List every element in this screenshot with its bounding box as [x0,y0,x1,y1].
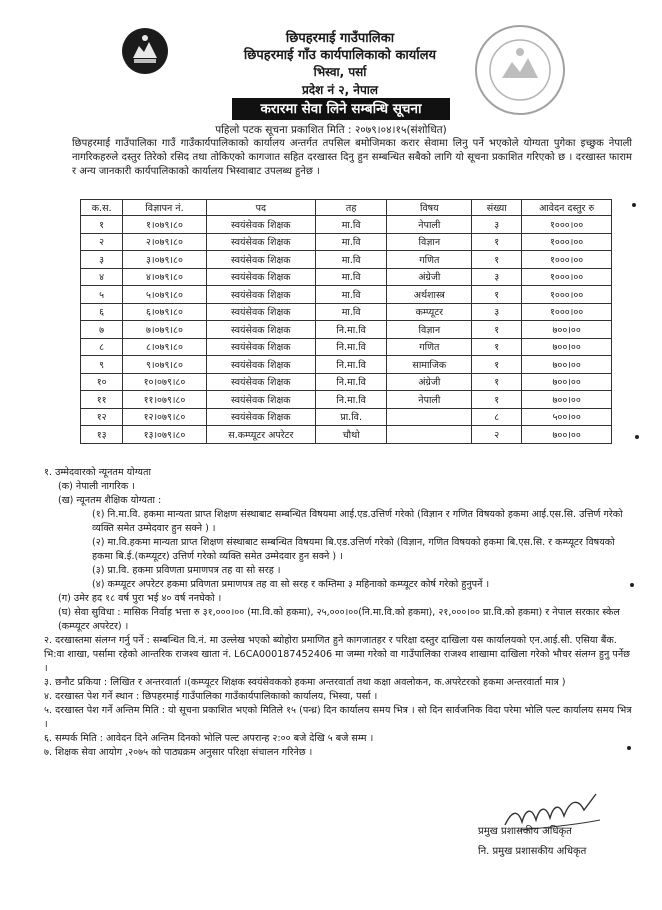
signatory-block [478,822,586,862]
cell-count: १ [472,373,522,391]
cell-level: मा.वि [315,233,386,251]
cell-ad-number: ९।०७९।८० [123,356,206,374]
table-row [81,268,612,286]
table-row [81,251,612,269]
office-location: भिस्वा, पर्सा [313,65,367,79]
margin-mark [630,583,634,587]
table-row [81,321,612,339]
table-row [81,303,612,321]
cell-subject [387,408,472,426]
cell-post: स्वयंसेवक शिक्षक [206,251,315,269]
condition-item: (४) कम्प्यूटर अपरेटर हकमा प्रविणता प्रमाणपत्र तह वा सो सरह र कम्तिमा ३ महिनाको कम्प्यूटर कोर्ष गरेको हुनुपर्ने । [92,579,490,590]
cell-post: स्वयंसेवक शिक्षक [206,338,315,356]
cell-subject: गणित [387,338,472,356]
cell-subject: विज्ञान [387,321,472,339]
table-row [81,408,612,426]
cell-subject: विज्ञान [387,233,472,251]
header-count: संख्या [472,200,522,216]
intro-paragraph: छिपहरमाई गाउँपालिका गाउँ गाउँकार्यपालिकाको कार्यालय अन्तर्गत तपसिल बमोजिमका करार सेवामा लिनु पर्ने भएकोले योग्यता पुगेका इच्छुक नेपाली नागरिकहरुले दस्तुर तिरेको रसिद तथा तोकिएको कागजात सहित दरखास्त दिनु हुन सम्बन्धित सबैको लागि यो सूचना प्रकाशित गरिएको छ । दरखास्त फाराम र अन्य जानकारी कार्यपालिकाको कार्यालय भिस्वाबाट उपलब्ध हुनेछ । [72,138,632,177]
cell-fee: १०००।०० [522,251,612,269]
cell-count: १ [472,251,522,269]
cell-post: स्वयंसेवक शिक्षक [206,321,315,339]
table-row [81,426,612,444]
cell-subject: सामाजिक [387,356,472,374]
cell-count: १ [472,338,522,356]
cell-ad-number: ४।०७९।८० [123,268,206,286]
condition-item: ७. शिक्षक सेवा आयोग ,२०७५ को पाठ्यक्रम अनुसार परिक्षा संचालन गरिनेछ । [44,747,313,758]
cell-ad-number: ५।०७९।८० [123,286,206,304]
cell-count: ३ [472,216,522,234]
cell-level: मा.वि [315,303,386,321]
cell-subject: गणित [387,251,472,269]
margin-mark [635,435,639,439]
cell-post: स्वयंसेवक शिक्षक [206,391,315,409]
cell-level: नि.मा.वि [315,356,386,374]
cell-subject: अंग्रेजी [387,268,472,286]
signatory-designation: नि. प्रमुख प्रशासकीय अधिकृत [478,846,587,857]
condition-item: (२) मा.वि.हकमा मान्यता प्राप्त शिक्षण संस्थाबाट सम्बन्धित विषयमा बि.एड.उत्तिर्ण गरेको (विज्ञान, गणित विषयको हकमा बि.एस.सि. र कम्प्यूटर विषयको हकमा बि.ई.(कम्प्यूटर) उत्तिर्ण गरेको व्यक्ति समेत उम्मेदवार हुन सक्ने ) । [92,537,615,562]
header-subject: विषय [387,200,472,216]
cell-serial: ५ [81,286,123,304]
condition-item: ३. छनौट प्रकिया : लिखित र अन्तरवार्ता ।(कम्प्यूटर शिक्षक स्वयंसेवकको हकमा अन्तरवार्ता तथा कक्षा अवलोकन, क.अपरेटरको हकमा अन्तरवार्ता मात्र ) [44,677,566,688]
cell-serial: ११ [81,391,123,409]
province-line: प्रदेश नं २, नेपाल [301,83,379,97]
cell-serial: ३ [81,251,123,269]
cell-ad-number: १०।०७९।८० [123,373,206,391]
cell-level: प्रा.वि. [315,408,386,426]
condition-item: (३) प्रा.वि. हकमा प्रविणता प्रमाणपत्र तह वा सो सरह । [92,565,281,576]
cell-fee: १०००।०० [522,216,612,234]
cell-count: १ [472,233,522,251]
cell-post: स्वयंसेवक शिक्षक [206,408,315,426]
cell-serial: ७ [81,321,123,339]
cell-post: स.कम्प्यूटर अपरेटर [206,426,315,444]
table-header-row [81,200,612,216]
cell-post: स्वयंसेवक शिक्षक [206,268,315,286]
cell-post: स्वयंसेवक शिक्षक [206,216,315,234]
cell-fee: १०००।०० [522,286,612,304]
cell-fee: ७००।०० [522,391,612,409]
cell-level: नि.मा.वि [315,338,386,356]
cell-post: स्वयंसेवक शिक्षक [206,233,315,251]
cell-serial: ६ [81,303,123,321]
cell-subject: अंग्रेजी [387,373,472,391]
cell-count: १ [472,321,522,339]
cell-subject: कम्प्यूटर [387,303,472,321]
cell-post: स्वयंसेवक शिक्षक [206,373,315,391]
cell-count: २ [472,426,522,444]
cell-fee: ७००।०० [522,321,612,339]
cell-ad-number: २।०७९।८० [123,233,206,251]
cell-level: चौथो [315,426,386,444]
cell-level: मा.वि [315,251,386,269]
table-row [81,286,612,304]
condition-item: (१) नि.मा.वि. हकमा मान्यता प्राप्त शिक्षण संस्थाबाट सम्बन्धित विषयमा आई.एड.उत्तिर्ण गरेको (विज्ञान र गणित विषयको हकमा आई.एस.सि. उत्तिर्ण गरेको व्यक्ति समेत उम्मेदवार हुन सक्ने ) । [92,509,623,534]
notice-title: करारमा सेवा लिने सम्बन्धि सूचना [232,98,450,120]
condition-item: ४. दरखास्त पेश गर्ने स्थान : छिपहरमाई गाउँपालिका गाउँकार्यपालिकाको कार्यालय, भिस्वा, पर्सा । [44,691,378,702]
cell-count: ३ [472,303,522,321]
cell-level: नि.मा.वि [315,391,386,409]
header-level: तह [315,200,386,216]
cell-level: नि.मा.वि [315,321,386,339]
cell-count: ८ [472,408,522,426]
cell-serial: १३ [81,426,123,444]
cell-ad-number: ८।०७९।८० [123,338,206,356]
cell-fee: १०००।०० [522,233,612,251]
condition-item: ६. सम्पर्क मिति : आवेदन दिने अन्तिम दिनको भोलि पल्ट अपरान्ह २:०० बजे देखि ५ बजे सम्म । [44,733,374,744]
table-row [81,373,612,391]
cell-count: ३ [472,268,522,286]
cell-fee: ७००।०० [522,426,612,444]
header-ad-number: विज्ञापन नं. [123,200,206,216]
cell-ad-number: १३।०७९।८० [123,426,206,444]
cell-ad-number: ३।०७९।८० [123,251,206,269]
cell-post: स्वयंसेवक शिक्षक [206,356,315,374]
conditions-list [44,466,634,760]
cell-serial: १२ [81,408,123,426]
header-serial: क.स. [81,200,123,216]
cell-ad-number: १२।०७९।८० [123,408,206,426]
cell-serial: ४ [81,268,123,286]
table-row [81,356,612,374]
cell-fee: ७००।०० [522,373,612,391]
cell-count: १ [472,286,522,304]
cell-ad-number: ७।०७९।८० [123,321,206,339]
table-row [81,338,612,356]
header-post: पद [206,200,315,216]
condition-item: २. दरखास्तमा संलग्न गर्नु पर्ने : सम्बन्धित वि.नं. मा उल्लेख भएको ब्योहोरा प्रमाणित हुने कागजातहर र परिक्षा दस्तुर दाखिला यस कार्यालयको एन.आई.सी. एसिया बैंक. भि:वा शाखा, पर्सामा रहेको आन्तरिक राजश्व खाता नं. L6CA000187452406 मा जम्मा गरेको वा गाउँपालिका राजश्व शाखामा दाखिला गरेको भौचर संलग्न हुनु पर्नेछ । [44,635,630,674]
condition-item: (ख) न्यूनतम शैक्षिक योग्यता : [58,495,162,506]
cell-level: मा.वि [315,216,386,234]
cell-fee: ७००।०० [522,356,612,374]
cell-fee: ७००।०० [522,338,612,356]
cell-level: नि.मा.वि [315,373,386,391]
header-fee: आवेदन दस्तुर रु [522,200,612,216]
cell-level: मा.वि [315,286,386,304]
cell-subject [387,426,472,444]
cell-serial: १ [81,216,123,234]
table-row [81,233,612,251]
cell-post: स्वयंसेवक शिक्षक [206,303,315,321]
cell-post: स्वयंसेवक शिक्षक [206,286,315,304]
cell-serial: ९ [81,356,123,374]
condition-item: (ग) उमेर हद १८ वर्ष पुरा भई ४० वर्ष ननघेको । [58,593,222,604]
table-row [81,216,612,234]
condition-item: (घ) सेवा सुविधा : मासिक निर्वाह भत्ता रु ३१,०००।०० (मा.वि.को हकमा), २५,०००।००(नि.मा.वि.को हकमा), २१,०००।०० प्रा.वि.को हकमा) र नेपाल सरकार स्केल (कम्प्यूटर अपरेटर) । [58,607,620,632]
cell-serial: ८ [81,338,123,356]
margin-mark [627,746,631,750]
table-row [81,391,612,409]
cell-ad-number: १।०७९।८० [123,216,206,234]
cell-fee: १०००।०० [522,303,612,321]
signatory-title: प्रमुख प्रशासकीय अधिकृत [478,826,572,837]
municipality-name: छिपहरमाई गाउँपालिका [285,31,395,46]
cell-fee: ५००।०० [522,408,612,426]
cell-fee: १०००।०० [522,268,612,286]
cell-count: १ [472,356,522,374]
cell-serial: १० [81,373,123,391]
cell-count: १ [472,391,522,409]
publish-date-line: पहिलो पटक सूचना प्रकाशित मिति : २०७९।०४।१५(संशोधित) [215,124,447,136]
condition-item: १. उम्मेदवारको न्यूनतम योग्यता [44,467,151,478]
condition-item: ५. दरखास्त पेश गर्ने अन्तिम मिति : यो सूचना प्रकाशित भएको मितिले १५ (पन्ध्र) दिन कार्यालय समय भित्र । सो दिन सार्वजनिक विदा परेमा भोलि पल्ट कार्यालय समय भित्र । [44,705,632,730]
cell-ad-number: ६।०७९।८० [123,303,206,321]
cell-ad-number: ११।०७९।८० [123,391,206,409]
vacancy-table [80,199,612,444]
cell-subject: अर्थशास्त्र [387,286,472,304]
cell-level: मा.वि [315,268,386,286]
cell-subject: नेपाली [387,391,472,409]
cell-subject: नेपाली [387,216,472,234]
condition-item: (क) नेपाली नागरिक । [58,481,135,492]
office-name: छिपहरमाई गाँउ कार्यपालिकाको कार्यालय [243,48,437,63]
margin-mark [632,203,636,207]
cell-serial: २ [81,233,123,251]
